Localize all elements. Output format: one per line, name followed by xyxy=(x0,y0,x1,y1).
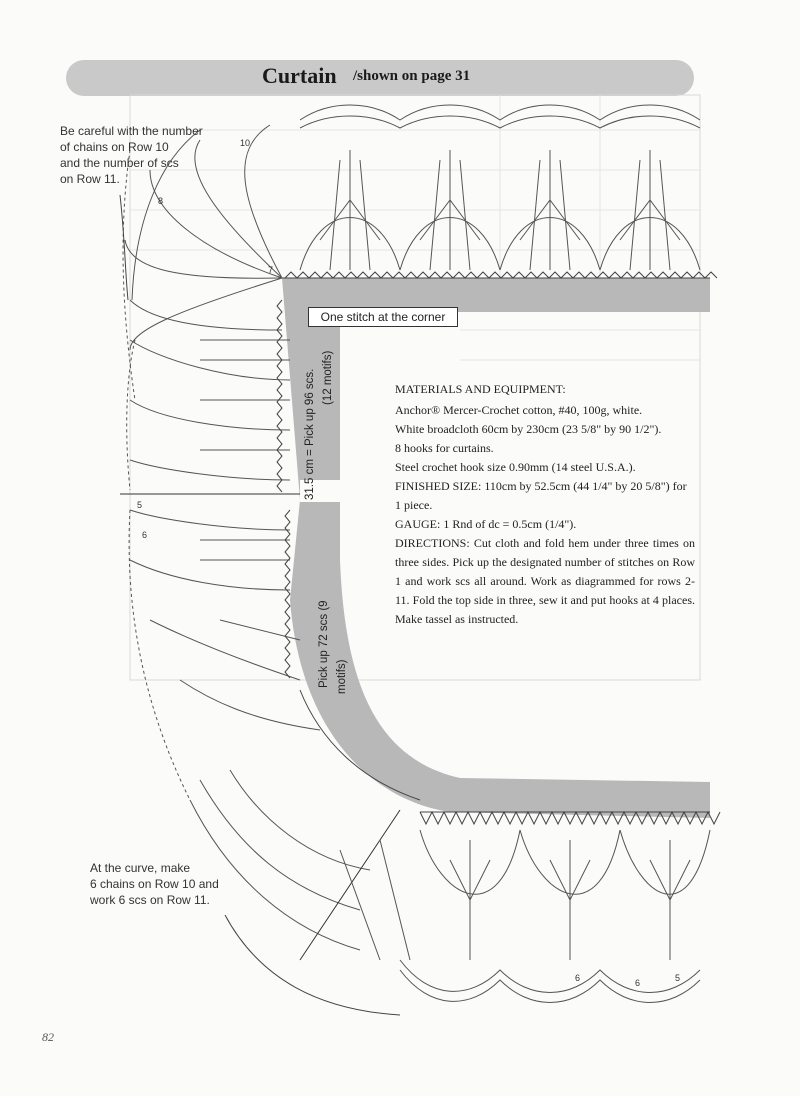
row-number: 7 xyxy=(268,265,274,275)
page-title: Curtain xyxy=(262,63,337,88)
materials-line: White broadcloth 60cm by 230cm (23 5/8" by 90 1/2"). xyxy=(395,422,662,436)
side-label-96: 31.5 cm = Pick up 96 scs. xyxy=(304,368,316,500)
materials-section xyxy=(395,380,695,629)
row-number: 5 xyxy=(675,973,681,983)
row-number: 6 xyxy=(575,973,581,983)
materials-line: GAUGE: 1 Rnd of dc = 0.5cm (1/4"). xyxy=(395,517,577,531)
bottom-fan-motifs xyxy=(400,830,710,1003)
side-label-72: Pick up 72 scs (9 xyxy=(318,600,330,688)
row-number: 5 xyxy=(137,500,143,510)
corner-stitch-label: One stitch at the corner xyxy=(308,307,458,327)
row-number: 6 xyxy=(142,530,148,540)
side-label-12-motifs: (12 motifs) xyxy=(322,350,334,405)
bottom-curve-motifs xyxy=(190,770,410,960)
materials-line: FINISHED SIZE: 110cm by 52.5cm (44 1/4" by 20 5/8") for 1 piece. xyxy=(395,479,687,512)
row-number: 8 xyxy=(158,196,164,206)
page-subtitle: /shown on page 31 xyxy=(353,68,471,84)
materials-line: Steel crochet hook size 0.90mm (14 steel U.S.A.). xyxy=(395,460,636,474)
directions-text: DIRECTIONS: Cut cloth and fold hem under three times on three sides. Pick up the designated number of stitches on Row 1 and work scs all around. Work as diagrammed for rows 2-11. Fold the top side in three, sew it and put hooks at 4 places. Make tassel as instructed. xyxy=(395,536,695,626)
bottom-note: At the curve, make 6 chains on Row 10 and work 6 scs on Row 11. xyxy=(90,861,219,907)
materials-line: Anchor® Mercer-Crochet cotton, #40, 100g, white. xyxy=(395,403,643,417)
row-number: 6 xyxy=(635,978,641,988)
row-number: 10 xyxy=(240,138,251,148)
curve-leader xyxy=(225,915,400,1015)
materials-heading: MATERIALS AND EQUIPMENT: xyxy=(395,382,566,396)
top-note: Be careful with the number of chains on Row 10 and the number of scs on Row 11. xyxy=(60,124,203,186)
page-number: 82 xyxy=(42,1030,54,1044)
side-label-9-motifs: motifs) xyxy=(336,659,348,694)
materials-line: 8 hooks for curtains. xyxy=(395,441,494,455)
